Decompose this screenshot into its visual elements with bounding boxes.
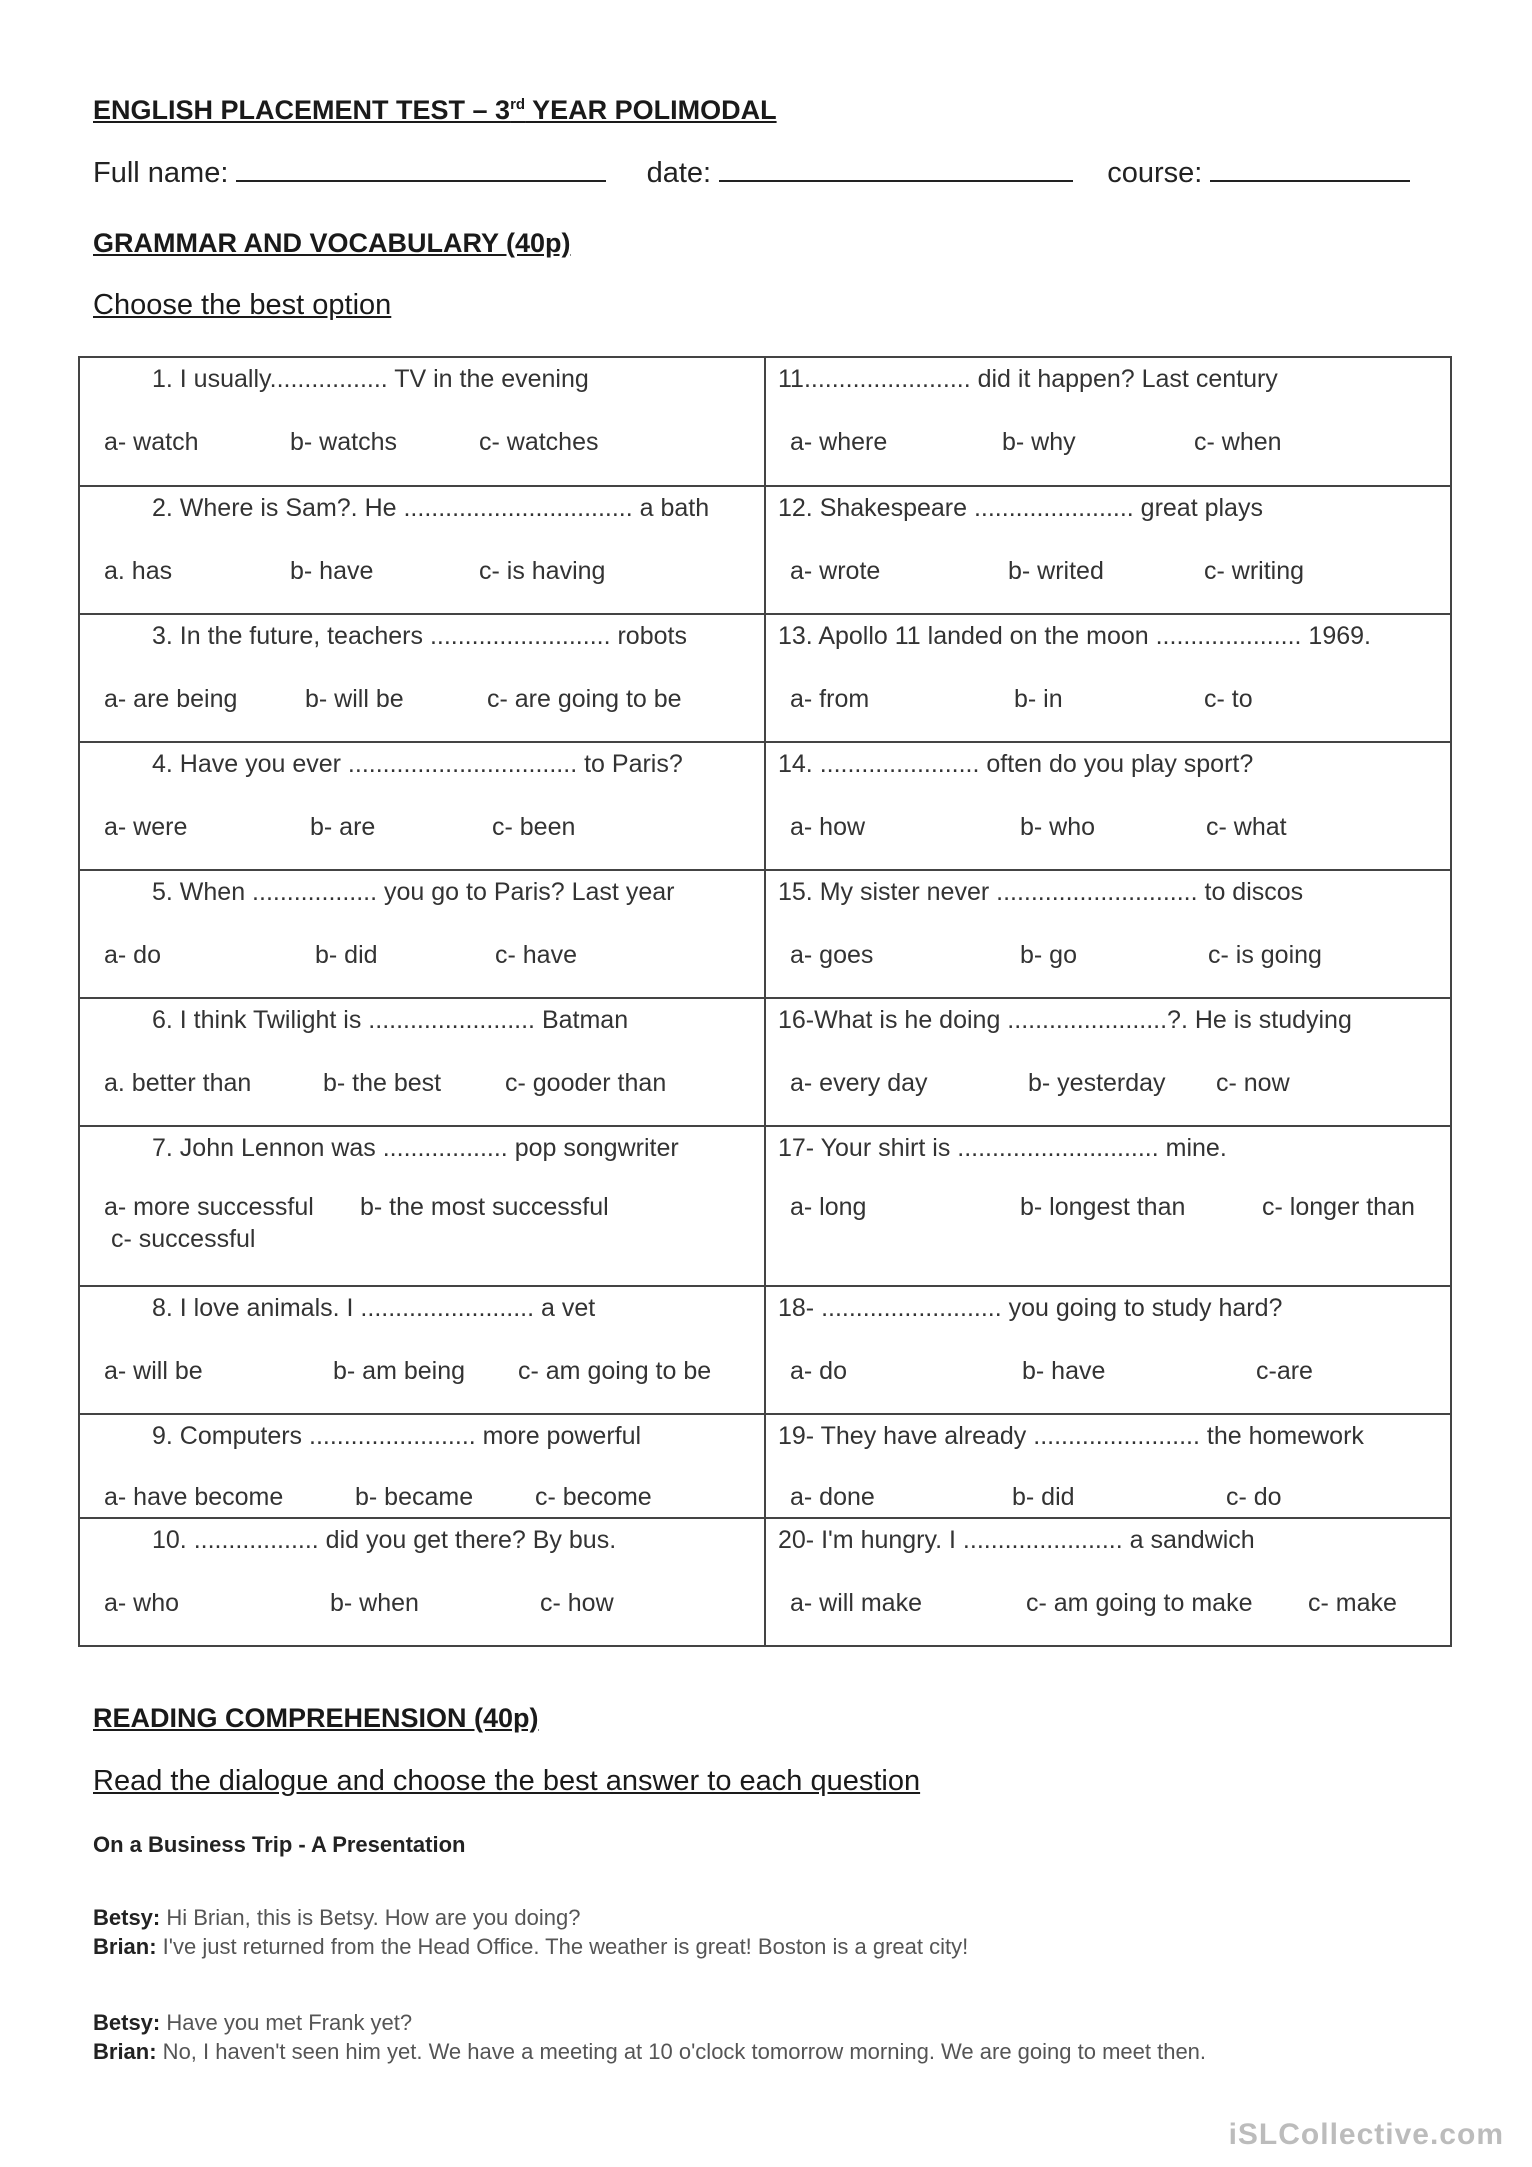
option-a[interactable]: a. has: [104, 557, 173, 585]
option-a[interactable]: a- do: [790, 1357, 847, 1385]
option-b[interactable]: b- longest than: [1020, 1193, 1186, 1221]
dialogue-block: [93, 2008, 1206, 2066]
option-c[interactable]: c- is having: [479, 557, 606, 585]
question-cell: [765, 1518, 1451, 1646]
option-a[interactable]: a- every day: [790, 1069, 928, 1097]
question-text: 13. Apollo 11 landed on the moon ..................... 1969.: [778, 622, 1371, 650]
question-cell: [765, 1286, 1451, 1414]
option-a[interactable]: a- are being: [104, 685, 238, 713]
option-a[interactable]: a- wrote: [790, 557, 881, 585]
question-text: 2. Where is Sam?. He ................................. a bath: [152, 494, 710, 522]
question-cell: [79, 998, 765, 1126]
option-b[interactable]: b- are: [310, 813, 376, 841]
option-b[interactable]: c- am going to make: [1026, 1589, 1253, 1617]
table-row: [79, 486, 1451, 614]
dialogue-block: [93, 1903, 968, 1961]
option-c[interactable]: c- longer than: [1262, 1193, 1415, 1221]
option-c[interactable]: c- do: [1226, 1483, 1282, 1511]
option-a[interactable]: a- where: [790, 428, 888, 456]
watermark-logo: iSLCollective.com: [1228, 2118, 1504, 2151]
option-b[interactable]: b- did: [1012, 1483, 1075, 1511]
questions-table: [78, 356, 1452, 1647]
dialogue-line: [93, 1903, 968, 1932]
dialogue-line: [93, 2008, 1206, 2037]
option-b[interactable]: b- writed: [1008, 557, 1104, 585]
speaker-name: Betsy:: [93, 2010, 161, 2035]
question-text: 6. I think Twilight is ........................ Batman: [152, 1006, 629, 1034]
question-cell: [79, 870, 765, 998]
dialogue-text: I've just returned from the Head Office. The weather is great! Boston is a great city!: [156, 1934, 969, 1959]
option-b[interactable]: b- have: [1022, 1357, 1106, 1385]
question-cell: [765, 486, 1451, 614]
table-row: [79, 1126, 1451, 1286]
question-cell: [765, 870, 1451, 998]
question-text: 19- They have already ........................ the homework: [778, 1422, 1364, 1450]
speaker-name: Brian:: [93, 1934, 157, 1959]
question-text: 18- .......................... you going to study hard?: [778, 1294, 1283, 1322]
grammar-heading: GRAMMAR AND VOCABULARY (40p): [93, 228, 571, 258]
question-text: 4. Have you ever ................................. to Paris?: [152, 750, 683, 778]
option-b[interactable]: b- the best: [323, 1069, 442, 1097]
question-text: 17- Your shirt is ............................. mine.: [778, 1134, 1227, 1162]
reading-instruction: Read the dialogue and choose the best answer to each question: [93, 1765, 921, 1797]
table-row: [79, 614, 1451, 742]
grammar-instruction: Choose the best option: [93, 289, 392, 321]
option-b[interactable]: b- yesterday: [1028, 1069, 1166, 1097]
option-b[interactable]: b- will be: [305, 685, 404, 713]
option-a[interactable]: a- watch: [104, 428, 199, 456]
dialogue-line: [93, 2037, 1206, 2066]
option-a[interactable]: a- more successful: [104, 1193, 314, 1221]
option-a[interactable]: a- will be: [104, 1357, 203, 1385]
question-text: 12. Shakespeare ....................... great plays: [778, 494, 1263, 522]
question-cell: [765, 1414, 1451, 1518]
option-b[interactable]: b- who: [1020, 813, 1096, 841]
option-b[interactable]: b- why: [1002, 428, 1076, 456]
table-row: [79, 1414, 1451, 1518]
option-c[interactable]: c-are: [1256, 1357, 1313, 1385]
course-label: course:: [1107, 157, 1203, 189]
question-text: 10. .................. did you get there? By bus.: [152, 1526, 617, 1554]
question-cell: [79, 742, 765, 870]
table-row: [79, 1286, 1451, 1414]
question-text: 8. I love animals. I ......................... a vet: [152, 1294, 596, 1322]
option-b[interactable]: b- watchs: [290, 428, 397, 456]
full-name-label: Full name:: [93, 157, 229, 189]
table-row: [79, 998, 1451, 1126]
question-cell: [79, 614, 765, 742]
question-cell: [765, 614, 1451, 742]
option-a[interactable]: a- who: [104, 1589, 180, 1617]
option-a[interactable]: a- done: [790, 1483, 875, 1511]
option-c[interactable]: c- have: [495, 941, 577, 969]
option-c[interactable]: c- make: [1308, 1589, 1397, 1617]
option-b[interactable]: b- when: [330, 1589, 419, 1617]
question-cell: [765, 742, 1451, 870]
option-c[interactable]: c- been: [492, 813, 576, 841]
speaker-name: Brian:: [93, 2039, 157, 2064]
option-b[interactable]: b- in: [1014, 685, 1063, 713]
option-c[interactable]: c- how: [540, 1589, 614, 1617]
question-cell: [79, 1286, 765, 1414]
option-a[interactable]: a- have become: [104, 1483, 284, 1511]
student-info-fields: [93, 157, 1410, 190]
option-a[interactable]: a. better than: [104, 1069, 252, 1097]
option-c[interactable]: c- gooder than: [505, 1069, 667, 1097]
speaker-name: Betsy:: [93, 1905, 161, 1930]
option-a[interactable]: a- how: [790, 813, 866, 841]
option-c[interactable]: c- is going: [1208, 941, 1322, 969]
option-b[interactable]: b- go: [1020, 941, 1077, 969]
option-a[interactable]: a- long: [790, 1193, 867, 1221]
question-cell: [79, 1518, 765, 1646]
question-cell: [79, 357, 765, 486]
full-name-field[interactable]: [236, 158, 606, 182]
question-text: 16-What is he doing .......................?. He is studying: [778, 1006, 1352, 1034]
table-row: [79, 870, 1451, 998]
question-cell: [79, 486, 765, 614]
option-c[interactable]: c- now: [1216, 1069, 1290, 1097]
table-row: [79, 742, 1451, 870]
test-title: ENGLISH PLACEMENT TEST – 3rd YEAR POLIMODAL: [93, 95, 777, 125]
option-b[interactable]: b- am being: [333, 1357, 466, 1385]
question-cell: [765, 1126, 1451, 1286]
question-text: 15. My sister never ............................. to discos: [778, 878, 1304, 906]
dialogue-text: Have you met Frank yet?: [160, 2010, 413, 2035]
dialogue-text: No, I haven't seen him yet. We have a meeting at 10 o'clock tomorrow morning. We are going to meet then.: [156, 2039, 1207, 2064]
option-c[interactable]: c- am going to be: [518, 1357, 712, 1385]
date-field[interactable]: [719, 158, 1073, 182]
question-text: 14. ....................... often do you play sport?: [778, 750, 1254, 778]
question-cell: [79, 1126, 765, 1286]
option-b[interactable]: b- became: [355, 1483, 474, 1511]
option-c[interactable]: c- to: [1204, 685, 1253, 713]
option-c[interactable]: c- watches: [479, 428, 599, 456]
question-text: 9. Computers ........................ more powerful: [152, 1422, 642, 1450]
option-a[interactable]: a- from: [790, 685, 870, 713]
option-c[interactable]: c- are going to be: [487, 685, 682, 713]
dialogue-title: On a Business Trip - A Presentation: [93, 1832, 466, 1857]
question-cell: [79, 1414, 765, 1518]
question-cell: [765, 998, 1451, 1126]
option-c[interactable]: c- writing: [1204, 557, 1305, 585]
option-a[interactable]: a- were: [104, 813, 188, 841]
option-c[interactable]: c- when: [1194, 428, 1282, 456]
option-c[interactable]: c- what: [1206, 813, 1287, 841]
option-b[interactable]: b- the most successful: [360, 1193, 609, 1221]
reading-heading: READING COMPREHENSION (40p): [93, 1703, 539, 1733]
option-c[interactable]: c- become: [535, 1483, 652, 1511]
table-row: [79, 1518, 1451, 1646]
option-c[interactable]: c- successful: [111, 1225, 256, 1253]
dialogue-text: Hi Brian, this is Betsy. How are you doing?: [160, 1905, 581, 1930]
question-text: 20- I'm hungry. I ....................... a sandwich: [778, 1526, 1255, 1554]
option-a[interactable]: a- goes: [790, 941, 874, 969]
question-text: 11........................ did it happen? Last century: [778, 365, 1278, 393]
question-text: 1. I usually................. TV in the evening: [152, 365, 589, 393]
dialogue-line: [93, 1932, 968, 1961]
option-a[interactable]: a- will make: [790, 1589, 922, 1617]
question-text: 7. John Lennon was .................. pop songwriter: [152, 1134, 679, 1162]
option-b[interactable]: b- have: [290, 557, 374, 585]
course-field[interactable]: [1210, 158, 1410, 182]
date-label: date:: [646, 157, 712, 189]
option-b[interactable]: b- did: [315, 941, 378, 969]
table-row: [79, 357, 1451, 486]
question-text: 5. When .................. you go to Paris? Last year: [152, 878, 675, 906]
question-cell: [765, 357, 1451, 486]
question-text: 3. In the future, teachers .......................... robots: [152, 622, 687, 650]
option-a[interactable]: a- do: [104, 941, 161, 969]
